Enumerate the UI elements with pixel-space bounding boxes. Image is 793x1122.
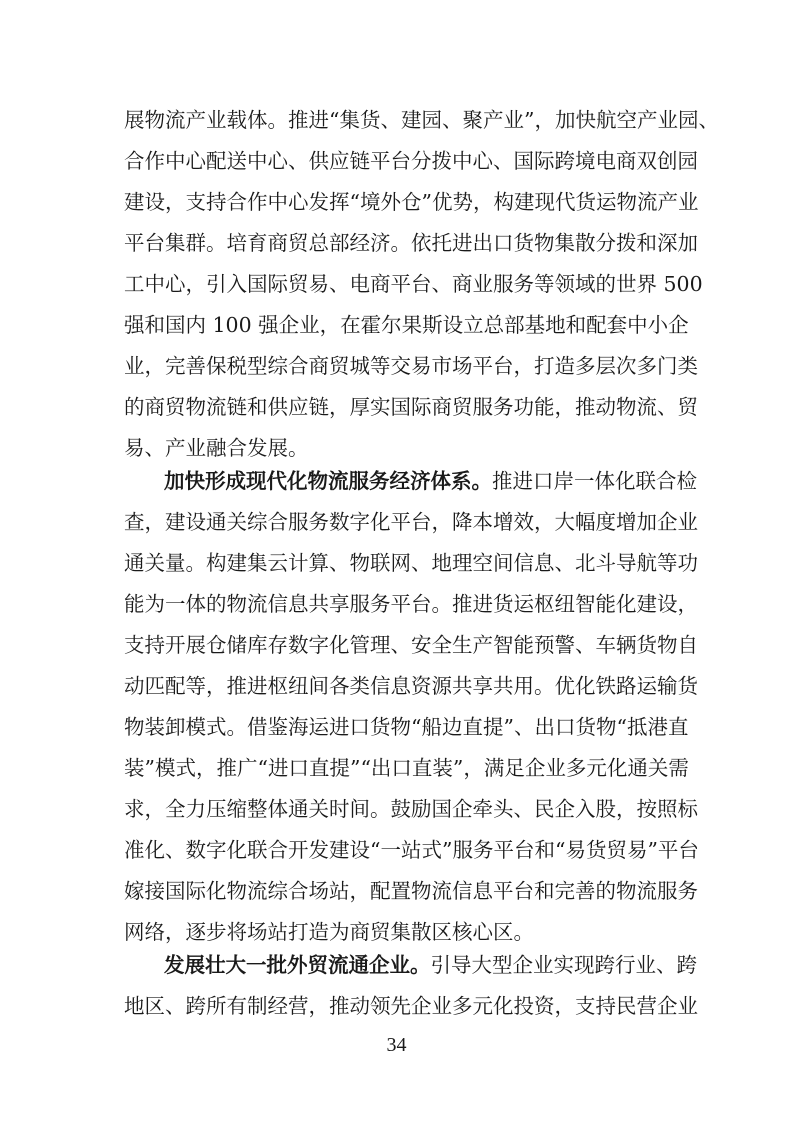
text-line: 查，建设通关综合服务数字化平台，降本增效，大幅度增加企业 [124,510,698,534]
text-line: 支持开展仓储库存数字化管理、安全生产智能预警、车辆货物自 [124,633,698,657]
paragraph-first-line [164,461,697,501]
text-line: 平台集群。培育商贸总部经济。依托进出口货物集散分拨和深加 [124,231,698,255]
text-line: 嫁接国际化物流综合场站，配置物流信息平台和完善的物流服务 [124,879,698,903]
text-line: 强和国内 100 强企业，在霍尔果斯设立总部基地和配套中小企 [124,313,689,337]
text-line: 通关量。构建集云计算、物联网、地理空间信息、北斗导航等功 [124,551,698,575]
text-line: 建设，支持合作中心发挥“境外仓”优势，构建现代货运物流产业 [124,190,699,214]
paragraph-heading: 加快形成现代化物流服务经济体系。 [164,469,492,493]
text-span: 推进口岸一体化联合检 [492,469,697,493]
text-line: 的商贸物流链和供应链，厚实国际商贸服务功能，推动物流、贸 [124,395,698,419]
text-line: 物装卸模式。借鉴海运进口货物“船边直提”、出口货物“抵港直 [124,715,689,739]
text-line: 工中心，引入国际贸易、电商平台、商业服务等领域的世界 500 [124,272,703,296]
text-line: 业，完善保税型综合商贸城等交易市场平台，打造多层次多门类 [124,354,698,378]
text-line: 合作中心配送中心、供应链平台分拨中心、国际跨境电商双创园 [124,149,698,173]
text-line: 展物流产业载体。推进“集货、建园、聚产业”，加快航空产业园、 [124,108,719,132]
paragraph-first-line [164,945,697,985]
text-line: 装”模式，推广“进口直提”“出口直装”，满足企业多元化通关需 [124,756,689,780]
text-line: 网络，逐步将场站打造为商贸集散区核心区。 [124,920,534,944]
text-line: 准化、数字化联合开发建设“一站式”服务平台和“易货贸易”平台 [124,838,699,862]
text-span: 引导大型企业实现跨行业、跨 [430,953,697,977]
text-line: 能为一体的物流信息共享服务平台。推进货运枢纽智能化建设， [124,592,698,616]
text-line: 易、产业融合发展。 [124,436,309,460]
text-line: 地区、跨所有制经营，推动领先企业多元化投资，支持民营企业 [124,994,698,1018]
text-line: 动匹配等，推进枢纽间各类信息资源共享共用。优化铁路运输货 [124,674,698,698]
paragraph-heading: 发展壮大一批外贸流通企业。 [164,953,431,977]
page-number: 34 [386,1034,407,1056]
text-line: 求，全力压缩整体通关时间。鼓励国企牵头、民企入股，按照标 [124,797,698,821]
